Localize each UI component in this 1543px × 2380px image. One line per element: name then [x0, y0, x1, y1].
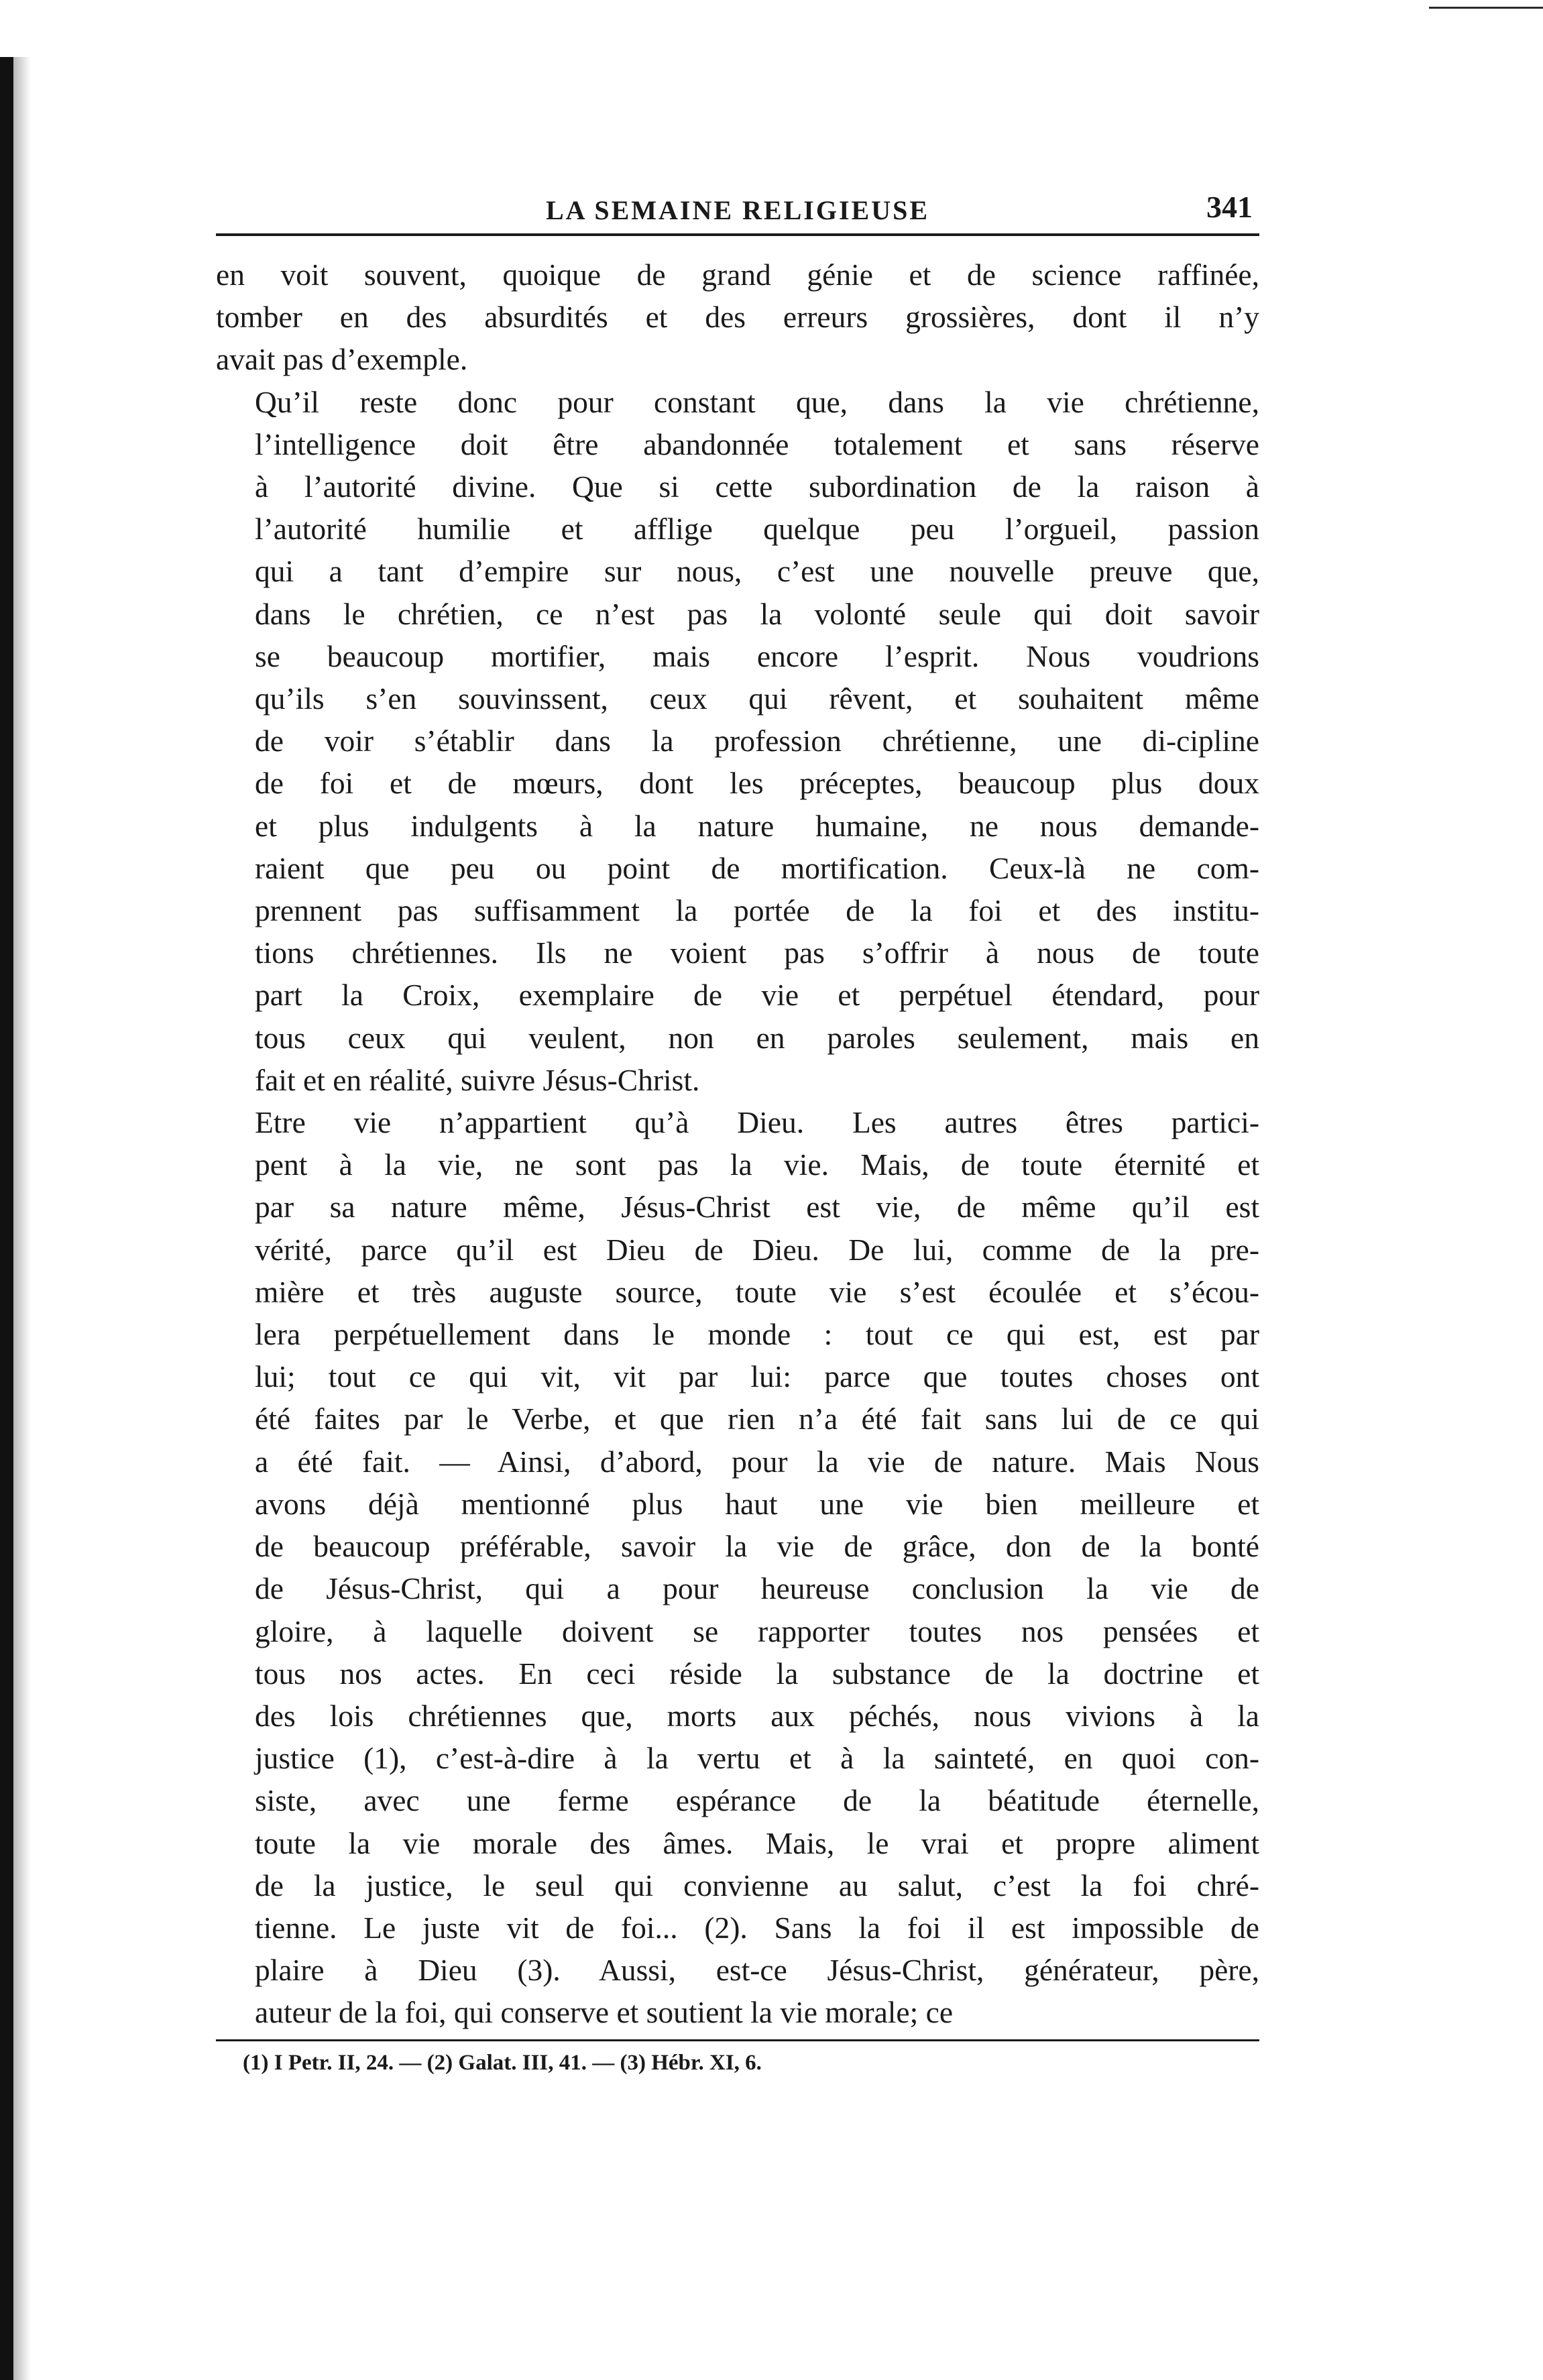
text-line: lera perpétuellement dans le monde : tout ce qui est, est par	[255, 1317, 1259, 1352]
gutter-shadow	[13, 57, 31, 2380]
text-line: se beaucoup mortifier, mais encore l’esprit. Nous voudrions	[255, 638, 1259, 673]
text-line: Qu’il reste donc pour constant que, dans la vie chrétienne,	[255, 384, 1259, 419]
text-line: plaire à Dieu (3). Aussi, est-ce Jésus-Christ, générateur, père,	[255, 1953, 1259, 1988]
text-line: tienne. Le juste vit de foi... (2). Sans la foi il est impossible de	[255, 1910, 1259, 1945]
text-line: raient que peu ou point de mortification. Ceux-là ne com-	[255, 850, 1259, 885]
paragraph	[216, 381, 1259, 1101]
text-line: l’autorité humilie et afflige quelque peu l’orgueil, passion	[255, 512, 1259, 547]
text-line: de voir s’établir dans la profession chrétienne, une di-cipline	[255, 724, 1259, 758]
text-line: auteur de la foi, qui conserve et soutient la vie morale; ce	[255, 1995, 954, 2030]
page-number: 341	[1206, 190, 1253, 224]
text-line: avons déjà mentionné plus haut une vie bien meilleure et	[255, 1486, 1259, 1521]
header-rule	[216, 233, 1259, 236]
text-line: été faites par le Verbe, et que rien n’a été fait sans lui de ce qui	[255, 1402, 1259, 1436]
text-line: a été fait. — Ainsi, d’abord, pour la vie de nature. Mais Nous	[255, 1444, 1259, 1479]
text-line: lui; tout ce qui vit, vit par lui: parce que toutes choses ont	[255, 1359, 1259, 1394]
paragraph	[216, 253, 1259, 381]
body-text	[216, 253, 1259, 2034]
text-line: qui a tant d’empire sur nous, c’est une nouvelle preuve que,	[255, 554, 1259, 589]
text-line: de Jésus-Christ, qui a pour heureuse conclusion la vie de	[255, 1571, 1259, 1606]
text-line: toute la vie morale des âmes. Mais, le vrai et propre aliment	[255, 1825, 1259, 1860]
text-line: vérité, parce qu’il est Dieu de Dieu. De lui, comme de la pre-	[255, 1232, 1259, 1267]
text-line: de la justice, le seul qui convienne au salut, c’est la foi chré-	[255, 1868, 1259, 1903]
text-line: des lois chrétiennes que, morts aux péchés, nous vivions à la	[255, 1698, 1259, 1733]
text-line: pent à la vie, ne sont pas la vie. Mais, de toute éternité et	[255, 1147, 1259, 1182]
footnote-rule	[216, 2039, 1259, 2041]
text-line: à l’autorité divine. Que si cette subordination de la raison à	[255, 469, 1259, 504]
text-line: siste, avec une ferme espérance de la béatitude éternelle,	[255, 1783, 1259, 1818]
footnotes: (1) I Petr. II, 24. — (2) Galat. III, 41. — (3) Hébr. XI, 6.	[243, 2050, 762, 2075]
text-line: fait et en réalité, suivre Jésus-Christ.	[255, 1062, 700, 1097]
text-line: tomber en des absurdités et des erreurs grossières, dont il n’y	[216, 300, 1259, 335]
text-line: qu’ils s’en souvinssent, ceux qui rêvent, et souhaitent même	[255, 681, 1259, 716]
text-line: prennent pas suffisamment la portée de la foi et des institu-	[255, 893, 1259, 928]
text-line: part la Croix, exemplaire de vie et perpétuel étendard, pour	[255, 978, 1259, 1013]
text-line: mière et très auguste source, toute vie s’est écoulée et s’écou-	[255, 1274, 1259, 1309]
running-title: LA SEMAINE RELIGIEUSE	[545, 195, 930, 225]
book-spine-shadow	[0, 57, 13, 2380]
running-head	[216, 189, 1259, 229]
text-line: par sa nature même, Jésus-Christ est vie, de même qu’il est	[255, 1190, 1259, 1225]
text-line: gloire, à laquelle doivent se rapporter toutes nos pensées et	[255, 1613, 1259, 1648]
text-line: tions chrétiennes. Ils ne voient pas s’offrir à nous de toute	[255, 936, 1259, 970]
text-line: tous ceux qui veulent, non en paroles seulement, mais en	[255, 1020, 1259, 1055]
text-line: de foi et de mœurs, dont les préceptes, beaucoup plus doux	[255, 766, 1259, 801]
text-line: justice (1), c’est-à-dire à la vertu et à la sainteté, en quoi con-	[255, 1741, 1259, 1776]
text-line: tous nos actes. En ceci réside la substance de la doctrine et	[255, 1656, 1259, 1691]
text-line: avait pas d’exemple.	[216, 342, 468, 377]
text-line: de beaucoup préférable, savoir la vie de grâce, don de la bonté	[255, 1529, 1259, 1564]
text-line: dans le chrétien, ce n’est pas la volonté seule qui doit savoir	[255, 596, 1259, 631]
text-line: Etre vie n’appartient qu’à Dieu. Les autres êtres partici-	[255, 1105, 1259, 1140]
text-line: l’intelligence doit être abandonnée totalement et sans réserve	[255, 427, 1259, 461]
printed-page	[216, 189, 1259, 2076]
corner-rule	[1429, 7, 1543, 9]
paragraph	[216, 1101, 1259, 2033]
text-line: et plus indulgents à la nature humaine, ne nous demande-	[255, 808, 1259, 843]
text-line: en voit souvent, quoique de grand génie et de science raffinée,	[216, 258, 1259, 292]
